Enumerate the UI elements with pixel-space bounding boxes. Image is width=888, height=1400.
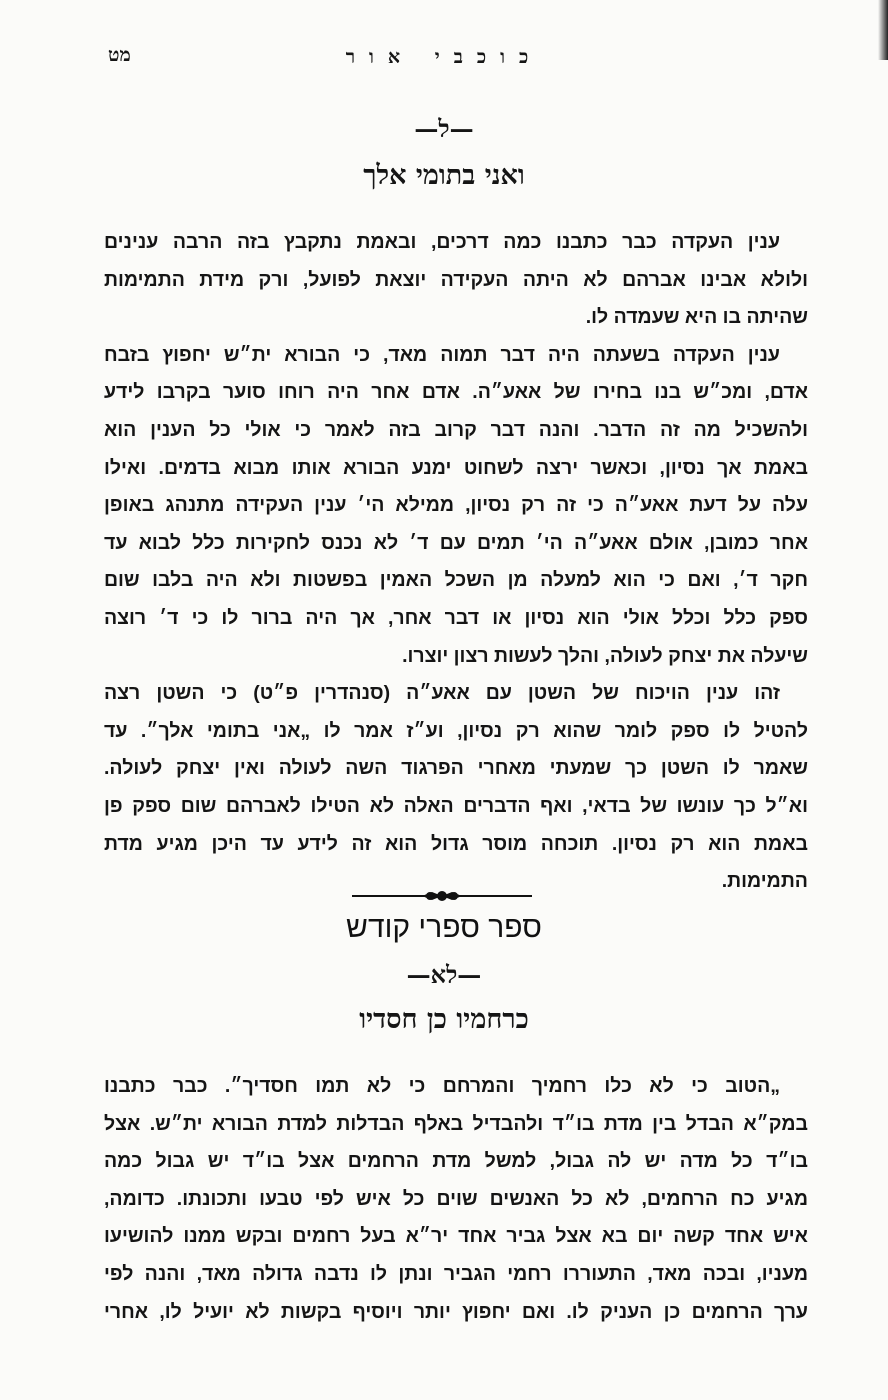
section-body [104, 224, 808, 901]
ornamental-divider [352, 886, 532, 906]
text-line: בו״ד כל מדה יש לה גבול, למשל מדת הרחמים אצל בו״ד יש גבול כמה [104, 1150, 808, 1173]
text-line: „הטוב כי לא כלו רחמיך והמרחם כי לא תמו חסדיך״. כבר כתבנו [104, 1075, 780, 1097]
text-line: ספק כלל וכלל אולי הוא נסיון או דבר אחר, אך היה ברור לו כי ד׳ רוצה [104, 606, 808, 629]
text-line: מגיע כח הרחמים, לא כל האנשים שוים כל איש לפי טבעו ותכונתו. כדומה, [104, 1187, 808, 1210]
text-line: ענין העקדה בשעתה היה דבר תמוה מאד, כי הבורא ית״ש יחפוץ בזבח [104, 343, 780, 366]
section-number: —ל— [414, 114, 474, 143]
text-line: עלה על דעת אאע״ה כי זה רק נסיון, ממילא הי׳ ענין העקידה מתנהג באופן [104, 494, 808, 517]
text-line: איש אחד קשה יום בא אצל גביר אחד יר״א בעל רחמים ובקש ממנו להושיעו [104, 1225, 808, 1248]
text-line: ענין העקדה כבר כתבנו כמה דרכים, ובאמת נתקבץ בזה הרבה ענינים [104, 231, 780, 253]
text-line: חקר ד׳, ואם כי הוא למעלה מן השכל האמין בפשטות ולא היה בלבו שום [104, 569, 808, 592]
text-line: שאמר לו השטן כך שמעתי מאחרי הפרגוד השה לעולה ואין יצחק לעולה. [104, 757, 808, 780]
watermark-stamp: ספר ספרי קודש [346, 911, 542, 944]
page-number: מט [108, 44, 131, 66]
text-line: ולולא אבינו אברהם לא היתה העקידה יוצאת לפועל, ורק מידת התמימות [104, 268, 808, 291]
section-title: כרחמיו כן חסדיו [359, 1004, 529, 1035]
section-title: ואני בתומי אלך [363, 160, 525, 191]
text-line: אדם, ומכ״ש בנו בחירו של אאע״ה. אדם אחר היה רוחו סוער בקרבו לידע [104, 381, 808, 404]
text-line: אחר כמובן, אולם אאע״ה הי׳ תמים עם ד׳ לא נכנס לחקירות כלל לבוא עד [104, 531, 808, 554]
text-line: ולהשכיל מה זה הדבר. והנה דבר קרוב בזה לאמר כי אולי כל הענין הוא [104, 418, 808, 441]
text-line: וא״ל כך עונשו של בדאי, ואף הדברים האלה לא הטילו לאברהם שום ספק פן [104, 794, 808, 817]
text-line: ערך הרחמים כן העניק לו. ואם יחפוץ יותר ויוסיף בקשות לא יועיל לו, אחרי [104, 1300, 808, 1323]
text-line: במק״א הבדל בין מדת בו״ד ולהבדיל באלף הבדלות למדת הבורא ית״ש. אצל [104, 1112, 808, 1135]
text-line: התמימות. [721, 870, 808, 893]
text-line: זהו ענין הויכוח של השטן עם אאע״ה (סנהדרין פ״ט) כי השטן רצה [104, 682, 780, 705]
section-body [104, 1068, 808, 1331]
text-line: להטיל לו ספק לומר שהוא רק נסיון, וע״ז אמר לו „אני בתומי אלך״. עד [104, 719, 808, 742]
text-line: שיעלה את יצחק לעולה, והלך לעשות רצון יוצרו. [402, 644, 808, 667]
running-title: כוכבי אור [345, 46, 543, 68]
text-line: באמת אך נסיון, וכאשר ירצה לשחוט ימנע הבורא אותו מבוא בדמים. ואילו [104, 456, 808, 479]
text-line: שהיתה בו היא שעמדה לו. [585, 306, 808, 329]
section-number: —לא— [406, 960, 482, 989]
text-line: מעניו, ובכה מאד, התעוררו רחמי הגביר ונתן לו נדבה גדולה מאד, והנה לפי [104, 1262, 808, 1285]
text-line: באמת הוא רק נסיון. תוכחה מוסר גדול הוא זה לידע עד היכן מגיע מדת [104, 832, 808, 855]
